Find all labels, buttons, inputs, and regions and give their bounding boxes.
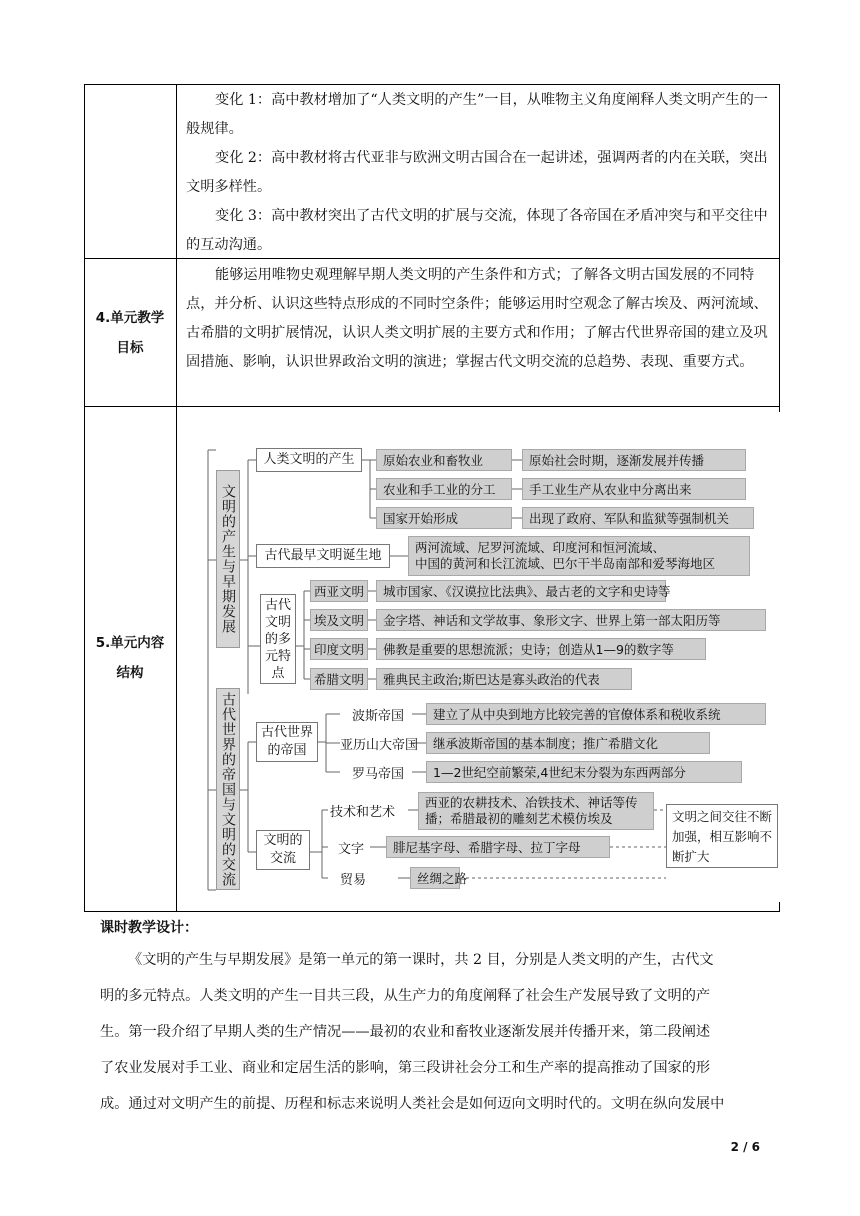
earliest-desc-line2: 中国的黄河和长江流域、巴尔干半岛南部和爱琴海地区	[415, 556, 716, 571]
lesson-design-line-3: 生。第一段介绍了早期人类的生产情况——最初的农业和畜牧业逐渐发展并传播开来，第二段阐述	[100, 1024, 711, 1040]
goals-label	[84, 303, 176, 363]
feature-item-4-name: 希腊文明	[310, 668, 368, 690]
branch-exchange	[256, 830, 310, 870]
branch-features	[260, 594, 296, 684]
feature-item-1-desc: 城市国家、《汉谟拉比法典》、最古老的文字和史诗等	[376, 580, 666, 602]
branch-empires	[256, 722, 318, 762]
feature-item-2-name: 埃及文明	[310, 609, 368, 631]
change-2: 变化 2：高中教材将古代亚非与欧洲文明古国合在一起讲述，强调两者的内在关联，突出文明多样性。	[186, 150, 768, 195]
exchange-item-3-name: 贸易	[340, 873, 367, 888]
structure-label-line2: 结构	[116, 665, 144, 681]
goals-text: 能够运用唯物史观理解早期人类文明的产生条件和方式；了解各文明古国发展的不同特点，并分析、认识这些特点形成的不同时空条件；能够运用时空观念了解古埃及、两河流域、古希腊的文明扩展情况，认识人类文明扩展的主要方式和作用；了解古代世界帝国的建立及巩固措施、影响，认识世界政治文明的演进；掌握古代文明交流的总趋势、表现、重要方式。	[186, 267, 768, 370]
empire-item-1-name: 波斯帝国	[352, 709, 405, 724]
origin-item-3-name: 国家开始形成	[376, 507, 512, 529]
exchange-item-2-desc: 腓尼基字母、希腊字母、拉丁字母	[386, 836, 610, 858]
table-left-border	[84, 84, 85, 912]
lesson-design-line-2: 明的多元特点。人类文明的产生一目共三段，从生产力的角度阐释了社会生产发展导致了文明的产	[100, 988, 711, 1004]
branch-exchange-label: 文明的交流	[263, 833, 303, 866]
lesson-design-line-1: 《文明的产生与早期发展》是第一单元的第一课时，共 2 目，分别是人类文明的产生，古代文	[128, 952, 714, 968]
feature-item-4-desc: 雅典民主政治;斯巴达是寡头政治的代表	[376, 668, 632, 690]
lesson-design-title: 课时教学设计：	[100, 920, 198, 936]
exchange-item-2-name: 文字	[338, 842, 365, 857]
empire-item-1-desc: 建立了从中央到地方比较完善的官僚体系和税收系统	[426, 703, 766, 725]
change-3: 变化 3：高中教材突出了古代文明的扩展与交流，体现了各帝国在矛盾冲突与和平交往中的互动沟通。	[186, 208, 768, 253]
branch-empires-label: 古代世界的帝国	[261, 725, 314, 758]
feature-item-3-name: 印度文明	[310, 638, 368, 660]
exchange-item-1-desc	[418, 792, 654, 830]
branch-origin: 人类文明的产生	[256, 448, 362, 472]
empire-item-3-desc: 1—2世纪空前繁荣,4世纪末分裂为东西两部分	[426, 761, 742, 783]
exchange-item-1-desc-text: 西亚的农耕技术、冶铁技术、神话等传播；希腊最初的雕刻艺术模仿埃及	[425, 795, 638, 826]
empire-item-2-desc: 继承波斯帝国的基本制度；推广希腊文化	[426, 732, 710, 754]
earliest-desc	[408, 536, 750, 576]
branch-earliest: 古代最早文明诞生地	[256, 544, 390, 568]
change-1: 变化 1：高中教材增加了“人类文明的产生”一目，从唯物主义角度阐释人类文明产生的一般规律。	[186, 92, 768, 137]
lesson-design-line-5: 成。通过对文明产生的前提、历程和标志来说明人类社会是如何迈向文明时代的。文明在纵向发展中	[100, 1096, 725, 1112]
origin-item-3-desc: 出现了政府、军队和监狱等强制机关	[522, 507, 754, 529]
exchange-summary-note: 文明之间交往不断加强，相互影响不断扩大	[666, 804, 778, 868]
page-number: 2 / 6	[730, 1140, 760, 1154]
goals-label-line2: 目标	[116, 340, 144, 356]
earliest-desc-line1: 两河流域、尼罗河流域、印度河和恒河流域、	[415, 540, 666, 555]
feature-item-2-desc: 金字塔、神话和文学故事、象形文字、世界上第一部太阳历等	[376, 609, 766, 631]
origin-item-2-name: 农业和手工业的分工	[376, 478, 512, 500]
row-divider-2	[84, 406, 779, 407]
structure-label-line1: 5.单元内容	[95, 635, 165, 651]
goals-label-line1: 4.单元教学	[95, 310, 165, 326]
table-bottom-border	[84, 911, 779, 912]
feature-item-3-desc: 佛教是重要的思想流派；史诗；创造从1—9的数字等	[376, 638, 706, 660]
origin-item-2-desc: 手工业生产从农业中分离出来	[522, 478, 746, 500]
main-box-empires-exchange: 古代世界的帝国与文明的交流	[216, 688, 240, 890]
origin-item-1-desc: 原始社会时期，逐渐发展并传播	[522, 449, 746, 471]
structure-label	[84, 628, 176, 688]
unit-structure-diagram	[190, 412, 780, 902]
branch-features-label: 古代文明的多元特点	[265, 597, 292, 681]
origin-item-1-name: 原始农业和畜牧业	[376, 449, 512, 471]
main-box-civilization-origin: 文明的产生与早期发展	[216, 470, 240, 648]
exchange-item-1-name: 技术和艺术	[330, 805, 396, 820]
table-top-border	[84, 84, 779, 85]
lesson-design-line-4: 了农业发展对手工业、商业和定居生活的影响，第三段讲社会分工和生产率的提高推动了国家的形	[100, 1060, 711, 1076]
feature-item-1-name: 西亚文明	[310, 580, 368, 602]
empire-item-2-name: 亚历山大帝国	[340, 738, 419, 753]
exchange-item-3-desc: 丝绸之路	[410, 867, 460, 889]
empire-item-3-name: 罗马帝国	[352, 767, 405, 782]
column-divider	[176, 84, 177, 912]
